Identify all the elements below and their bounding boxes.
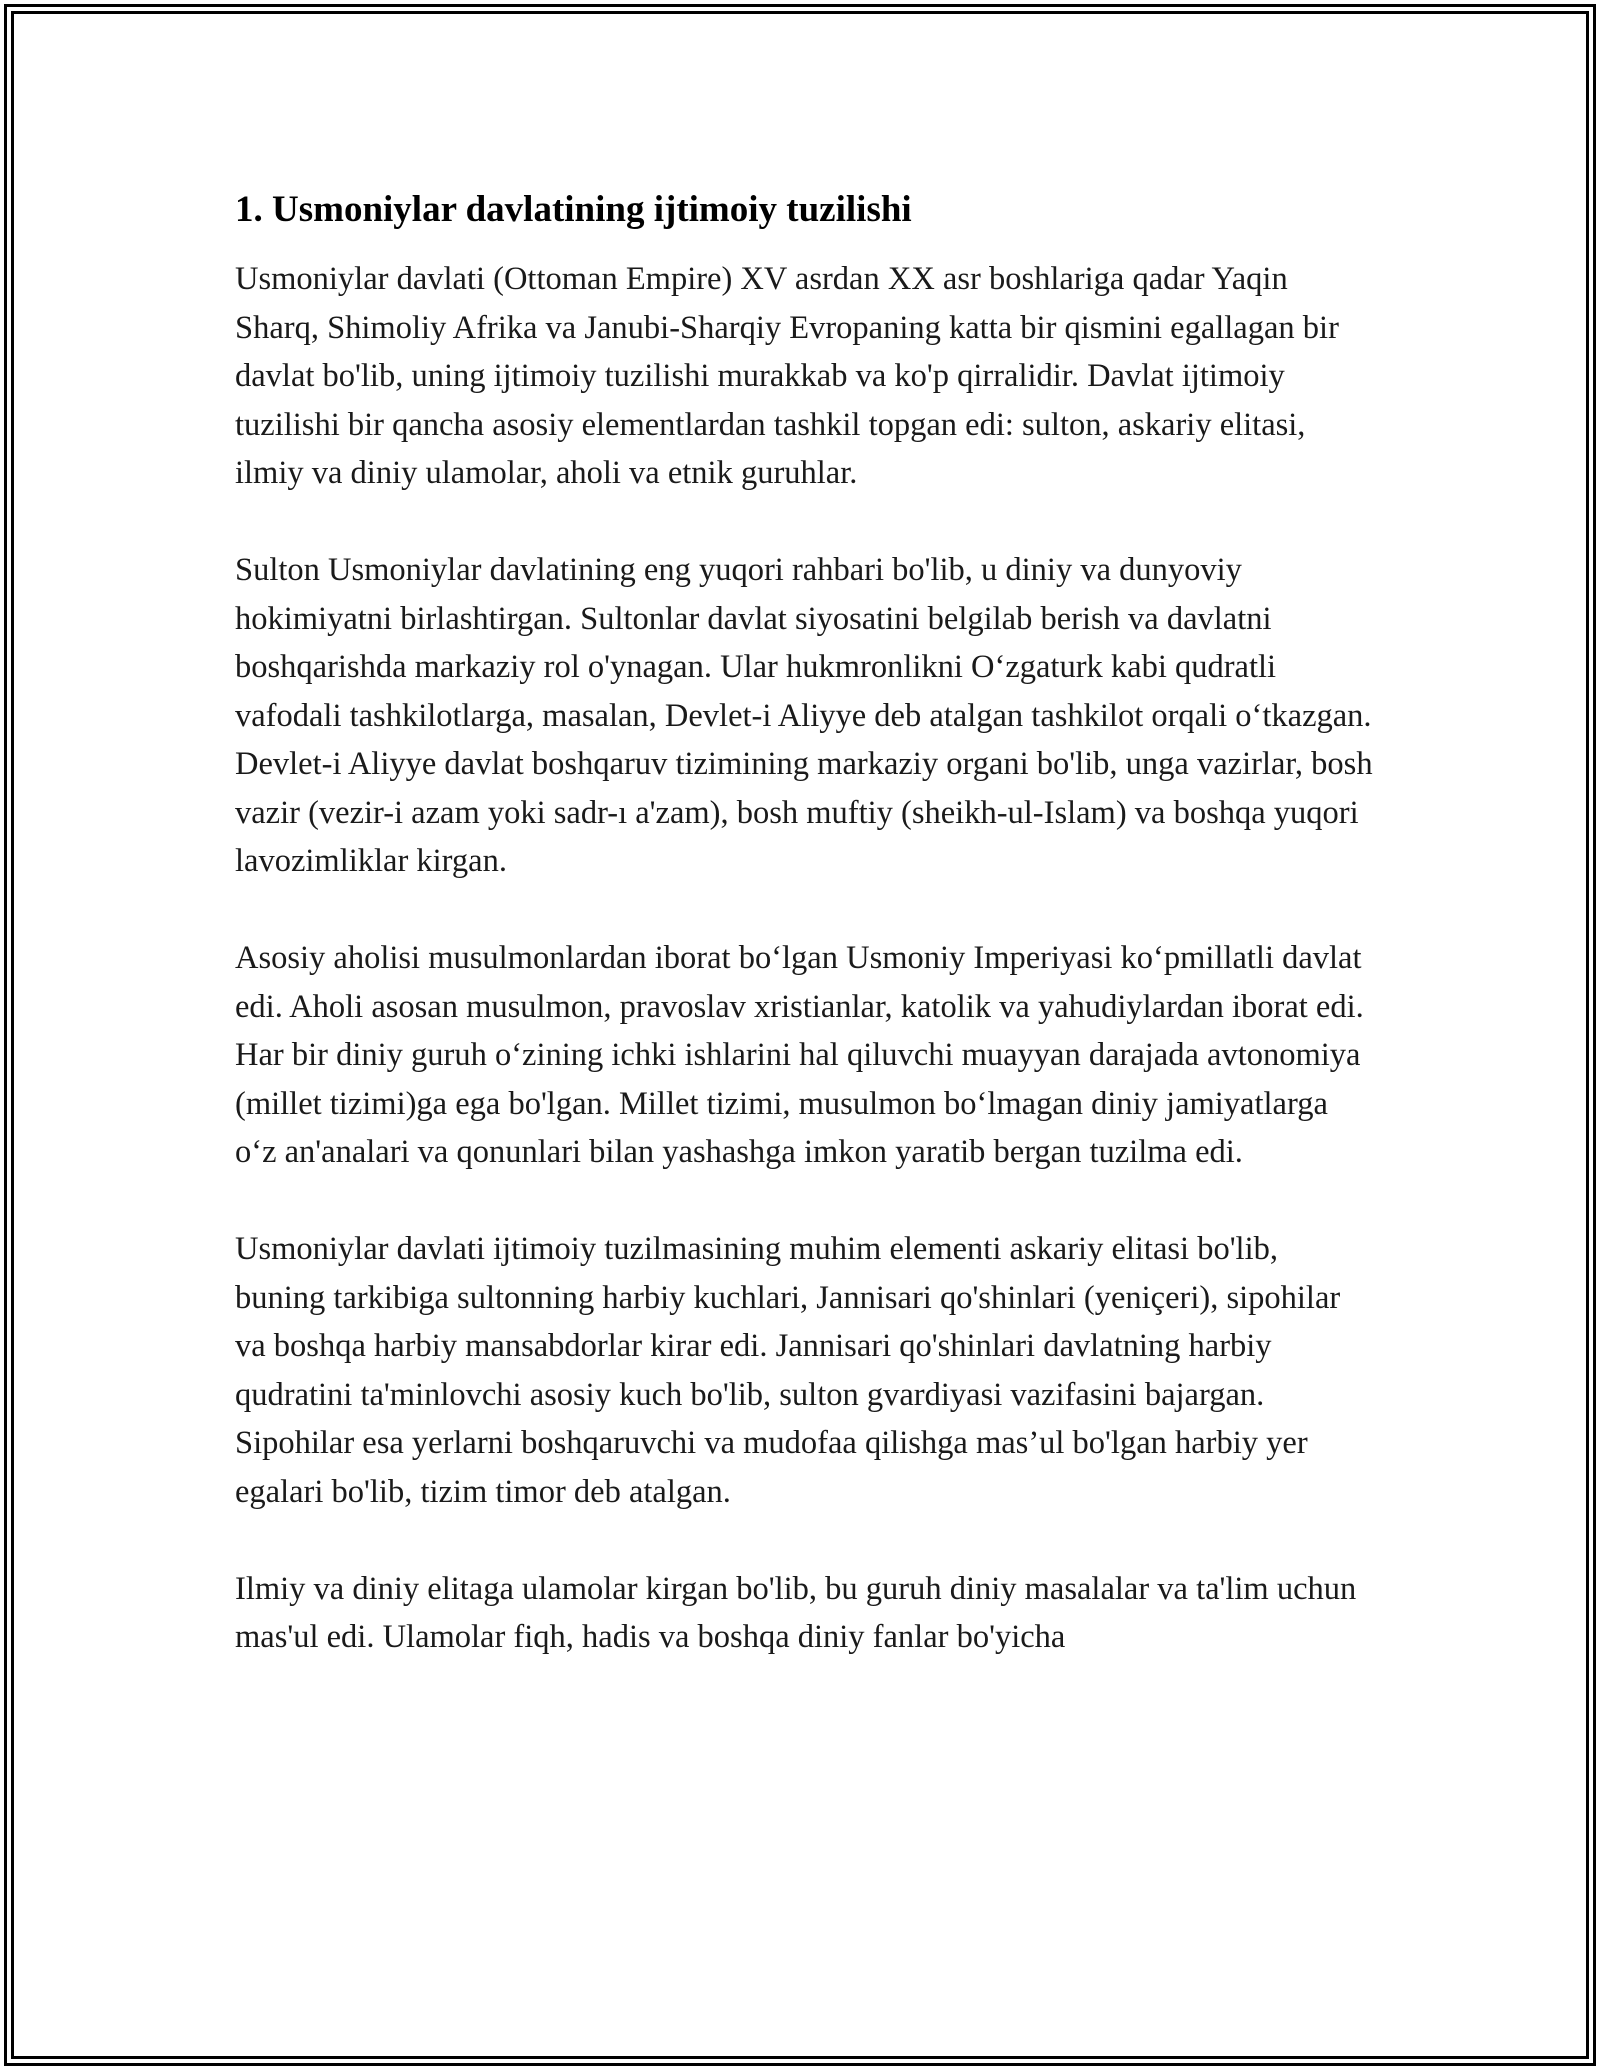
paragraph-population: Asosiy aholisi musulmonlardan iborat bo‘lgan Usmoniy Imperiyasi ko‘pmillatli davlat edi. Aholi asosan musulmon, pravoslav xristianlar, katolik va yahudiylardan iborat edi. Har bir diniy guruh o‘zining ichki ishlarini hal qiluvchi muayyan darajada avtonomiya (millet tizimi)ga ega bo'lgan. Millet tizimi, musulmon bo‘lmagan diniy jamiyatlarga o‘z an'analari va qonunlari bilan yashashga imkon yaratib bergan tuzilma edi.	[235, 940, 1364, 1170]
paragraph-military-elite: Usmoniylar davlati ijtimoiy tuzilmasining muhim elementi askariy elitasi bo'lib, buning tarkibiga sultonning harbiy kuchlari, Jannisari qo'shinlari (yeniçeri), sipohilar va boshqa harbiy mansabdorlar kirar edi. Jannisari qo'shinlari davlatning harbiy qudratini ta'minlovchi asosiy kuch bo'lib, sulton gvardiyasi vazifasini bajargan. Sipohilar esa yerlarni boshqaruvchi va mudofaa qilishga mas’ul bo'lgan harbiy yer egalari bo'lib, tizim timor deb atalgan.	[235, 1231, 1341, 1510]
paragraph-ulama: Ilmiy va diniy elitaga ulamolar kirgan bo'lib, bu guruh diniy masalalar va ta'lim uchun mas'ul edi. Ulamolar fiqh, hadis va boshqa diniy fanlar bo'yicha	[235, 1570, 1357, 1655]
paragraph-intro: Usmoniylar davlati (Ottoman Empire) XV asrdan XX asr boshlariga qadar Yaqin Sharq, Shimoliy Afrika va Janubi-Sharqiy Evropaning katta bir qismini egallagan bir davlat bo'lib, uning ijtimoiy tuzilishi murakkab va ko'p qirralidir. Davlat ijtimoiy tuzilishi bir qancha asosiy elementlardan tashkil topgan edi: sulton, askariy elitasi, ilmiy va diniy ulamolar, aholi va etnik guruhlar.	[235, 261, 1339, 491]
paragraph-sultan: Sulton Usmoniylar davlatining eng yuqori rahbari bo'lib, u diniy va dunyoviy hokimiyatni birlashtirgan. Sultonlar davlat siyosatini belgilab berish va davlatni boshqarishda markaziy rol o'ynagan. Ular hukmronlikni O‘zgaturk kabi qudratli vafodali tashkilotlarga, masalan, Devlet-i Aliyye deb atalgan tashkilot orqali o‘tkazgan. Devlet-i Aliyye davlat boshqaruv tizimining markaziy organi bo'lib, unga vazirlar, bosh vazir (vezir-i azam yoki sadr-ı a'zam), bosh muftiy (sheikh-ul-Islam) va boshqa yuqori lavozimliklar kirgan.	[235, 552, 1373, 879]
document-title: 1. Usmoniylar davlatining ijtimoiy tuzilishi	[235, 189, 912, 230]
document-body	[235, 185, 1375, 1710]
